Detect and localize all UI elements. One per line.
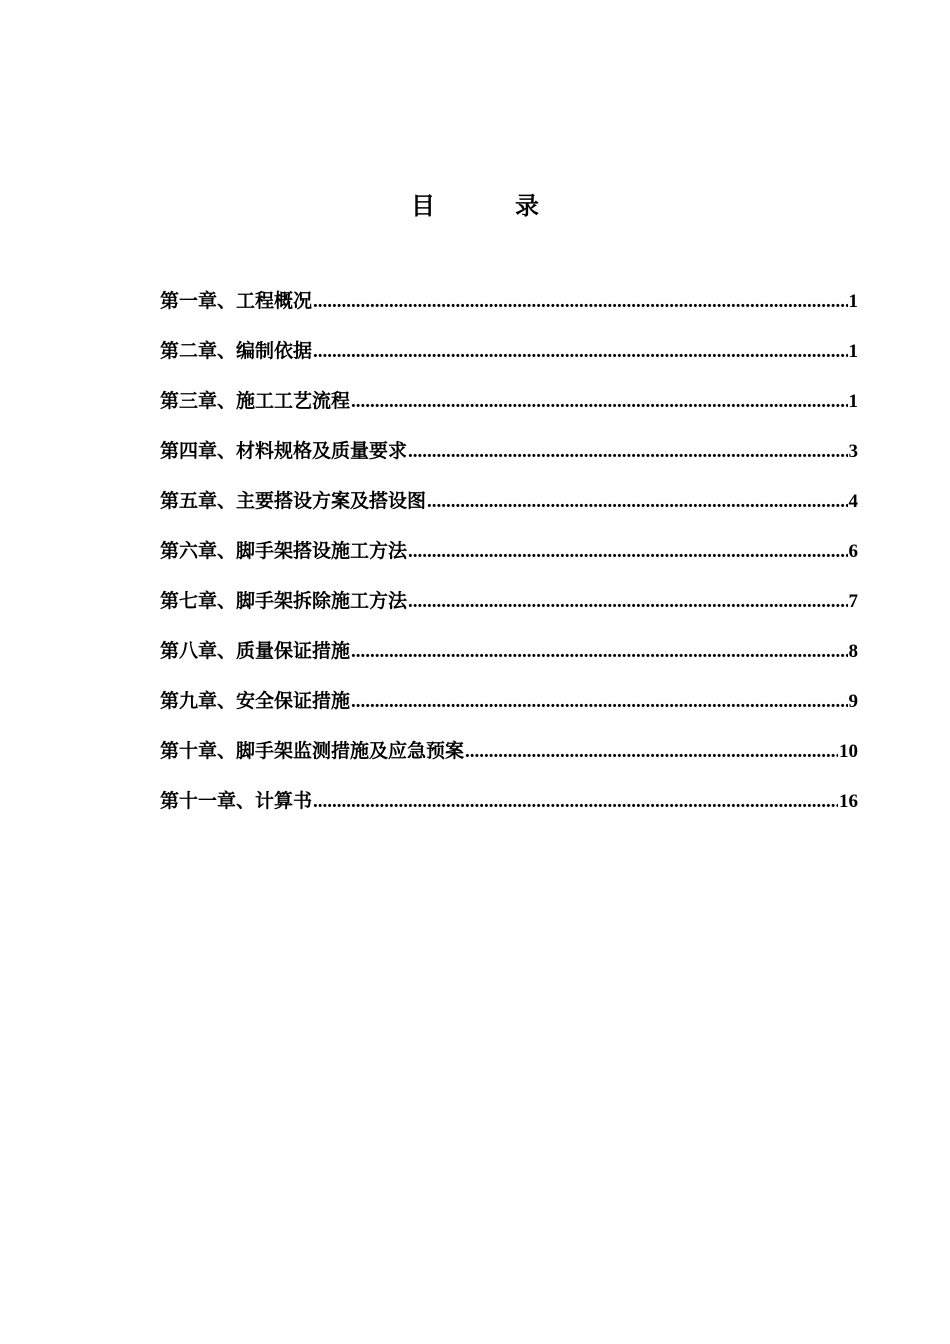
title-char-left: 目: [411, 191, 435, 220]
toc-leader-dots: [313, 291, 847, 313]
toc-leader-dots: [408, 541, 847, 563]
toc-entry-6[interactable]: [160, 536, 858, 586]
toc-leader-dots: [313, 791, 838, 813]
toc-entry-label: 第七章、脚手架拆除施工方法: [160, 590, 408, 612]
toc-entry-label: 第二章、编制依据: [160, 340, 313, 362]
toc-entry-4[interactable]: [160, 436, 858, 486]
toc-leader-dots: [351, 391, 847, 413]
toc-entry-page: 7: [848, 591, 858, 612]
toc-entry-page: 8: [848, 641, 858, 662]
toc-leader-dots: [351, 691, 847, 713]
toc-entry-label: 第三章、施工工艺流程: [160, 390, 351, 412]
toc-entry-page: 6: [848, 541, 858, 562]
toc-entry-label: 第四章、材料规格及质量要求: [160, 440, 408, 462]
toc-entry-label: 第九章、安全保证措施: [160, 690, 351, 712]
toc-entry-7[interactable]: [160, 586, 858, 636]
toc-entry-page: 4: [848, 491, 858, 512]
toc-entry-8[interactable]: [160, 636, 858, 686]
toc-entry-10[interactable]: [160, 736, 858, 786]
toc-entry-label: 第十章、脚手架监测措施及应急预案: [160, 740, 465, 762]
toc-entry-1[interactable]: [160, 286, 858, 336]
toc-entry-page: 1: [848, 341, 858, 362]
toc-list: [160, 286, 858, 836]
toc-entry-label: 第一章、工程概况: [160, 290, 313, 312]
toc-leader-dots: [313, 341, 847, 363]
toc-leader-dots: [408, 591, 847, 613]
toc-entry-page: 1: [848, 391, 858, 412]
toc-entry-page: 1: [848, 291, 858, 312]
toc-entry-label: 第五章、主要搭设方案及搭设图: [160, 490, 427, 512]
toc-leader-dots: [465, 741, 838, 763]
toc-leader-dots: [408, 441, 847, 463]
toc-entry-11[interactable]: [160, 786, 858, 836]
toc-entry-label: 第十一章、计算书: [160, 790, 313, 812]
toc-entry-page: 10: [839, 741, 858, 762]
title-char-right: 录: [515, 191, 539, 220]
toc-entry-3[interactable]: [160, 386, 858, 436]
toc-entry-label: 第六章、脚手架搭设施工方法: [160, 540, 408, 562]
toc-leader-dots: [427, 491, 847, 513]
toc-entry-page: 3: [848, 441, 858, 462]
toc-entry-page: 9: [848, 691, 858, 712]
toc-entry-label: 第八章、质量保证措施: [160, 640, 351, 662]
toc-entry-9[interactable]: [160, 686, 858, 736]
toc-entry-5[interactable]: [160, 486, 858, 536]
toc-entry-page: 16: [839, 791, 858, 812]
toc-entry-2[interactable]: [160, 336, 858, 386]
page-title: [0, 186, 950, 221]
toc-leader-dots: [351, 641, 847, 663]
